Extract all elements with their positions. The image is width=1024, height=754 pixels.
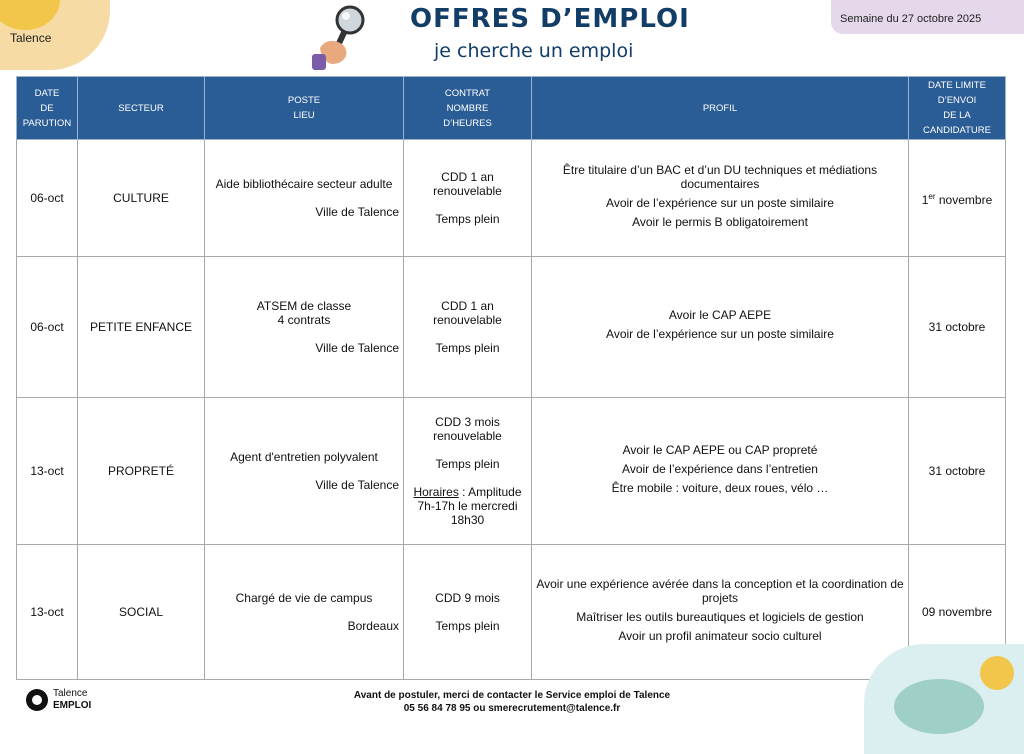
cell-date-limite: 31 octobre [909, 398, 1006, 545]
cell-secteur: CULTURE [78, 140, 205, 257]
cell-poste: Aide bibliothécaire secteur adulte Ville de Talence [205, 140, 404, 257]
cell-contrat: CDD 3 mois renouvelable Temps plein Horaires : Amplitude 7h-17h le mercredi 18h30 [404, 398, 532, 545]
footer-brand-line2: EMPLOI [53, 700, 92, 711]
cell-profil: Avoir une expérience avérée dans la conception et la coordination de projets Maîtriser les outils bureautiques et logiciels de gestion Avoir un profil animateur socio culturel [532, 545, 909, 680]
cell-date: 06-oct [17, 257, 78, 398]
footer-contact-text: Avant de postuler, merci de contacter le Service emploi de Talence [353, 690, 671, 701]
table-row [17, 398, 1006, 545]
talence-logo: Talence [10, 31, 52, 45]
cell-secteur: PETITE ENFANCE [78, 257, 205, 398]
header-contrat: CONTRAT NOMBRE D’HEURES [404, 77, 532, 140]
cell-date-limite: 31 octobre [909, 257, 1006, 398]
cell-poste: ATSEM de classe 4 contrats Ville de Talence [205, 257, 404, 398]
page-subtitle: je cherche un emploi [434, 40, 634, 62]
cell-poste: Agent d'entretien polyvalent Ville de Talence [205, 398, 404, 545]
header-poste: POSTE LIEU [205, 77, 404, 140]
header-secteur: SECTEUR [78, 77, 205, 140]
cell-profil: Avoir le CAP AEPE ou CAP propreté Avoir de l’expérience dans l’entretien Être mobile : voiture, deux roues, vélo … [532, 398, 909, 545]
cell-secteur: PROPRETÉ [78, 398, 205, 545]
footer-contact-details: 05 56 84 78 95 ou smerecrutement@talence.fr [403, 703, 621, 714]
header-profil: PROFIL [532, 77, 909, 140]
table-row [17, 257, 1006, 398]
header-date: DATE DE PARUTION [17, 77, 78, 140]
cell-contrat: CDD 1 an renouvelable Temps plein [404, 257, 532, 398]
magnifying-glass-icon [310, 4, 374, 70]
cell-contrat: CDD 9 mois Temps plein [404, 545, 532, 680]
page-title: OFFRES D’EMPLOI [410, 4, 690, 34]
table-header-row [17, 77, 1006, 140]
cell-secteur: SOCIAL [78, 545, 205, 680]
cell-date-limite: 1er novembre [909, 140, 1006, 257]
week-label: Semaine du 27 octobre 2025 [840, 13, 982, 25]
cell-poste: Chargé de vie de campus Bordeaux [205, 545, 404, 680]
cell-date: 13-oct [17, 398, 78, 545]
cell-profil: Avoir le CAP AEPE Avoir de l’expérience sur un poste similaire [532, 257, 909, 398]
decorative-sun-circle [980, 656, 1014, 690]
cell-date: 06-oct [17, 140, 78, 257]
footer-brand-line1: Talence [53, 688, 88, 699]
header-date-limite: DATE LIMITE D’ENVOI DE LA CANDIDATURE [909, 77, 1006, 140]
cell-date: 13-oct [17, 545, 78, 680]
cell-date-limite: 09 novembre [909, 545, 1006, 680]
job-offers-table [16, 76, 1006, 680]
table-row [17, 140, 1006, 257]
cell-profil: Être titulaire d’un BAC et d’un DU techniques et médiations documentaires Avoir de l’expérience sur un poste similaire Avoir le permis B obligatoirement [532, 140, 909, 257]
table-row [17, 545, 1006, 680]
cell-contrat: CDD 1 an renouvelable Temps plein [404, 140, 532, 257]
